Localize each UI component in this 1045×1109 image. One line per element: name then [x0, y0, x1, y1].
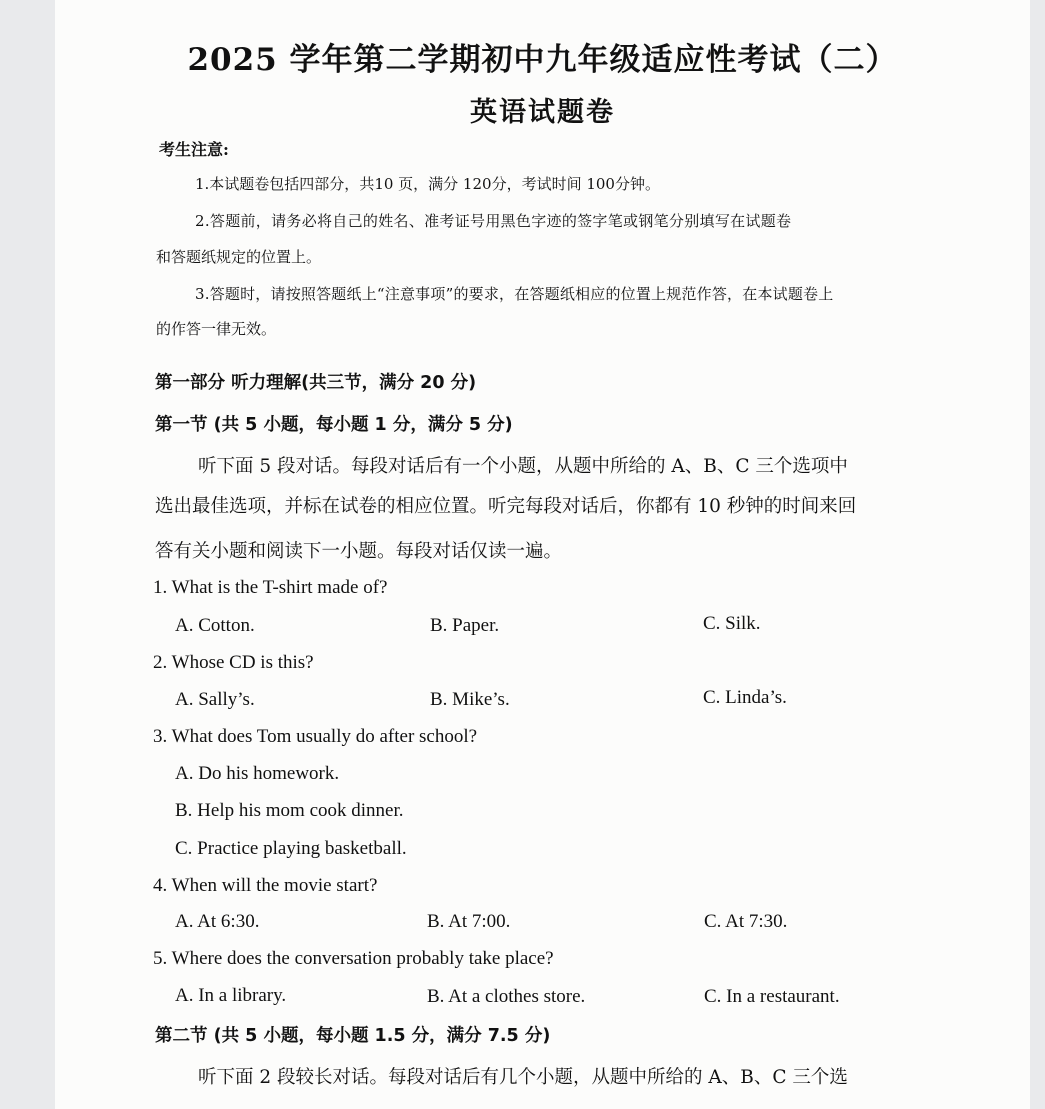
question-3-option-c: C. Practice playing basketball. — [175, 838, 407, 859]
section-2-heading: 第二节 (共 5 小题，每小题 1.5 分，满分 7.5 分) — [155, 1026, 551, 1046]
question-2-option-b: B. Mike’s. — [430, 689, 510, 710]
question-5-option-c: C. In a restaurant. — [704, 986, 840, 1007]
question-2-option-a: A. Sally’s. — [175, 689, 255, 710]
section-1-directions-line-1: 听下面 5 段对话。每段对话后有一个小题，从题中所给的 A、B、C 三个选项中 — [198, 456, 848, 477]
question-4-option-b: B. At 7:00. — [427, 911, 511, 932]
question-3-option-b: B. Help his mom cook dinner. — [175, 800, 404, 821]
question-2-stem: 2. Whose CD is this? — [153, 652, 314, 673]
section-1-heading: 第一节 (共 5 小题，每小题 1 分，满分 5 分) — [155, 415, 513, 435]
exam-subtitle: 英语试题卷 — [470, 97, 615, 128]
question-5-option-b: B. At a clothes store. — [427, 986, 586, 1007]
question-1-option-a: A. Cotton. — [175, 615, 255, 636]
question-2-option-c: C. Linda’s. — [703, 687, 787, 708]
exam-page — [55, 0, 1030, 1109]
notice-item-1: 1.本试题卷包括四部分，共10 页，满分 120分，考试时间 100分钟。 — [195, 175, 660, 193]
notice-heading: 考生注意: — [159, 140, 229, 159]
question-4-stem: 4. When will the movie start? — [153, 875, 378, 896]
question-4-option-c: C. At 7:30. — [704, 911, 788, 932]
section-1-directions-line-3: 答有关小题和阅读下一小题。每段对话仅读一遍。 — [155, 541, 563, 562]
notice-item-2-line-1: 2.答题前，请务必将自己的姓名、准考证号用黑色字迹的签字笔或钢笔分别填写在试题卷 — [195, 212, 792, 230]
section-1-directions-line-2: 选出最佳选项，并标在试卷的相应位置。听完每段对话后，你都有 10 秒钟的时间来回 — [155, 496, 857, 517]
exam-title: 2025 学年第二学期初中九年级适应性考试（二） — [187, 42, 898, 78]
notice-item-3-line-2: 的作答一律无效。 — [156, 320, 277, 338]
part-1-heading: 第一部分 听力理解(共三节，满分 20 分) — [155, 373, 477, 393]
question-1-option-c: C. Silk. — [703, 613, 761, 634]
question-3-stem: 3. What does Tom usually do after school? — [153, 726, 478, 747]
notice-item-2-line-2: 和答题纸规定的位置上。 — [156, 248, 322, 266]
question-3-option-a: A. Do his homework. — [175, 763, 340, 784]
question-5-stem: 5. Where does the conversation probably take place? — [153, 948, 554, 969]
question-5-option-a: A. In a library. — [175, 985, 287, 1006]
question-4-option-a: A. At 6:30. — [175, 911, 260, 932]
notice-item-3-line-1: 3.答题时，请按照答题纸上“注意事项”的要求，在答题纸相应的位置上规范作答，在本试题卷上 — [195, 285, 834, 303]
question-1-option-b: B. Paper. — [430, 615, 500, 636]
section-2-directions-line-1: 听下面 2 段较长对话。每段对话后有几个小题，从题中所给的 A、B、C 三个选 — [198, 1067, 848, 1088]
question-1-stem: 1. What is the T-shirt made of? — [153, 577, 388, 598]
